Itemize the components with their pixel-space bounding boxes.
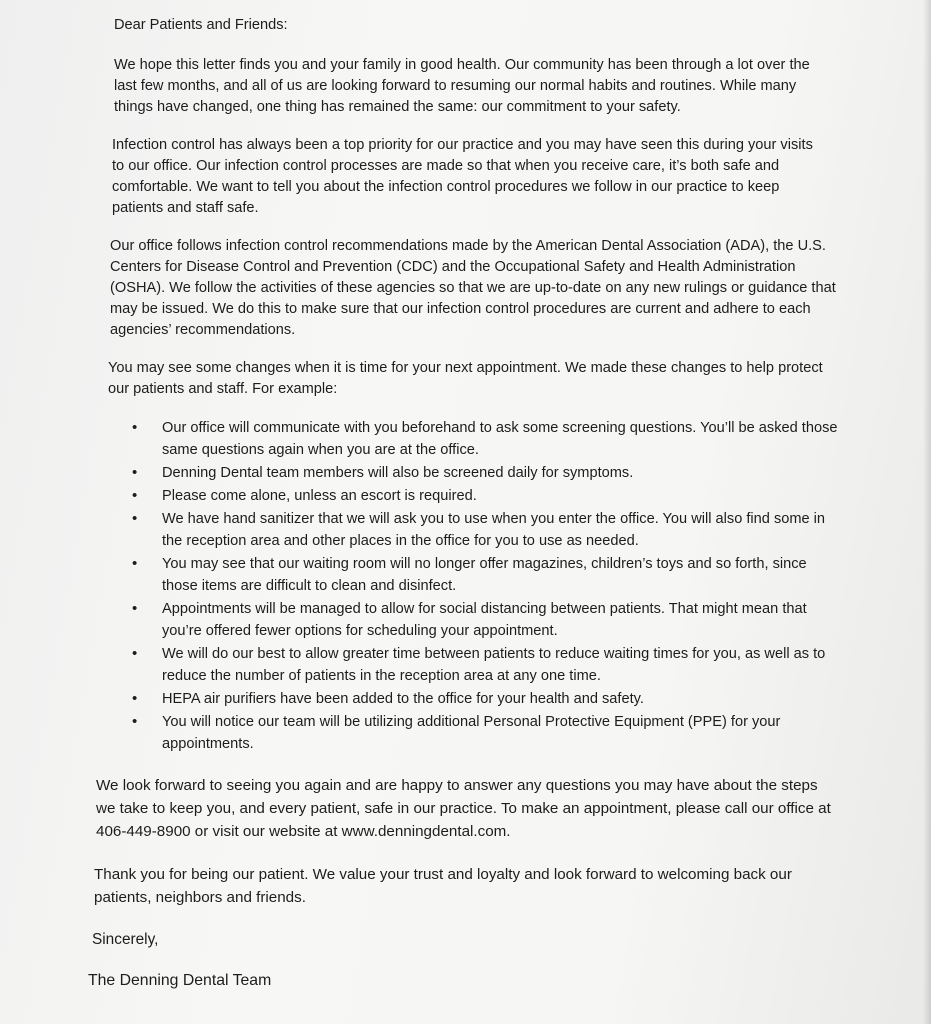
paragraph-health-wishes: We hope this letter finds you and your family in good health. Our community has been through a lot over the last few months, and all of us are looking forward to resuming our normal habits and routines. While many things have changed, one thing has remained the same: our commitment to your safety. [114, 57, 810, 115]
list-item: • You will notice our team will be utilizing additional Personal Protective Equipment (PPE) for your appointments. [132, 711, 841, 755]
closing: Sincerely, [92, 931, 159, 948]
paragraph-agency-recommendations: Our office follows infection control recommendations made by the American Dental Association (ADA), the U.S. Centers for Disease Control and Prevention (CDC) and the Occupational Safety and Health Administration (OSHA). We follow the activities of these agencies so that we are up-to-date on any new rulings or guidance that may be issued. We do this to make sure that our infection control procedures are current and adhere to each agencies’ recommendations. [110, 238, 836, 338]
list-item: • We will do our best to allow greater time between patients to reduce waiting times for you, as well as to reduce the number of patients in the reception area at any one time. [132, 643, 841, 687]
safety-measures-list [92, 417, 841, 755]
list-item: • HEPA air purifiers have been added to the office for your health and safety. [132, 688, 841, 710]
paragraph-thank-you: Thank you for being our patient. We value your trust and loyalty and look forward to welcoming back our patients, neighbors and friends. [94, 866, 792, 906]
list-item: • You may see that our waiting room will no longer offer magazines, children’s toys and so forth, since those items are difficult to clean and disinfect. [132, 553, 841, 597]
paragraph-infection-control-priority: Infection control has always been a top priority for our practice and you may have seen this during your visits to our office. Our infection control processes are made so that when you receive care, it’s both safe and comfortable. We want to tell you about the infection control procedures we follow in our practice to keep patients and staff safe. [112, 137, 813, 216]
list-item: • Please come alone, unless an escort is required. [132, 485, 841, 507]
salutation: Dear Patients and Friends: [114, 17, 288, 33]
paragraph-changes-intro: You may see some changes when it is time for your next appointment. We made these changes to help protect our patients and staff. For example: [108, 360, 823, 397]
list-item: • Our office will communicate with you beforehand to ask some screening questions. You’ll be asked those same questions again when you are at the office. [132, 417, 841, 461]
list-item: • We have hand sanitizer that we will ask you to use when you enter the office. You will also find some in the reception area and other places in the office for you to use as needed. [132, 508, 841, 552]
list-item: • Denning Dental team members will also be screened daily for symptoms. [132, 462, 841, 484]
list-item: • Appointments will be managed to allow for social distancing between patients. That might mean that you’re offered fewer options for scheduling your appointment. [132, 598, 841, 642]
signature: The Denning Dental Team [88, 972, 272, 989]
paragraph-contact-info: We look forward to seeing you again and are happy to answer any questions you may have about the steps we take to keep you, and every patient, safe in our practice. To make an appointment, please call our office at 406-449-8900 or visit our website at www.denningdental.com. [96, 777, 831, 840]
